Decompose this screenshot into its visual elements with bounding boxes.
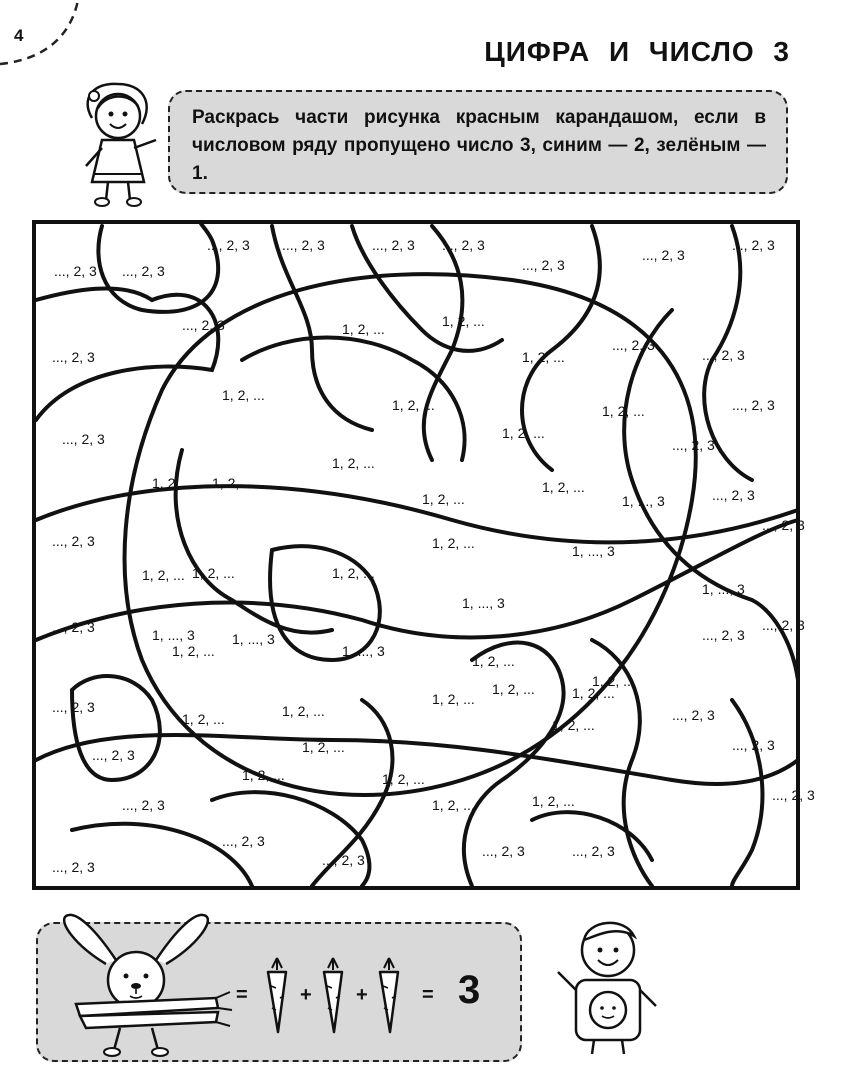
puzzle-label: ..., 2, 3 [52,859,95,875]
puzzle-label: ..., 2, 3 [712,487,755,503]
boy-illustration [548,910,668,1060]
puzzle-label: ..., 2, 3 [762,617,805,633]
puzzle-label: 1, 2, ... [472,653,515,669]
puzzle-label: ..., 2, 3 [122,263,165,279]
puzzle-label: ..., 2, 3 [442,237,485,253]
instruction-text: Раскрась части рисунка красным карандашом, если в числовом ряду пропущено число 3, синим — 2, зелёным — 1. [192,107,766,184]
puzzle-label: 1, 2, ... [592,673,635,689]
color-by-number-puzzle [32,220,815,890]
plus-sign: + [356,984,368,1006]
puzzle-label: 1, 2, ... [392,397,435,413]
puzzle-label: 1, 2, ... [502,425,545,441]
puzzle-label: 1, 2, ... [382,771,425,787]
puzzle-label: 1, 2, ... [432,535,475,551]
puzzle-label: 1, 2, ... [302,739,345,755]
puzzle-label: 1, 2, ... [442,313,485,329]
puzzle-label: ..., 2, 3 [222,833,265,849]
puzzle-label: ..., 2, 3 [522,257,565,273]
plus-sign: + [300,984,312,1006]
bunny-with-carrots-illustration [46,900,236,1060]
puzzle-label: 1, 2, ... [332,565,375,581]
carrot-icon [316,958,350,1034]
puzzle-label: 1, ..., 3 [572,543,615,559]
puzzle-label: ..., 2, 3 [52,619,95,635]
puzzle-label: ..., 2, 3 [92,747,135,763]
puzzle-label: 1, 2, ... [552,717,595,733]
girl-illustration [72,78,164,208]
puzzle-label: 1, ..., 3 [152,627,195,643]
puzzle-label: 1, ..., 3 [462,595,505,611]
puzzle-label: ..., 2, 3 [762,517,805,533]
puzzle-label: 1, 2, ... [532,793,575,809]
puzzle-label: ..., 2, 3 [642,247,685,263]
puzzle-label: ..., 2, 3 [672,707,715,723]
puzzle-label: 1, 2, ... [212,475,255,491]
puzzle-label: ..., 2, 3 [672,437,715,453]
puzzle-label: ..., 2, 3 [122,797,165,813]
puzzle-label: ..., 2, 3 [52,349,95,365]
puzzle-label: ..., 2, 3 [282,237,325,253]
puzzle-label: 1, 2, ... [282,703,325,719]
puzzle-label: 1, 2, ... [492,681,535,697]
puzzle-label: ..., 2, 3 [702,627,745,643]
puzzle-label: ..., 2, 3 [612,337,655,353]
puzzle-label: 1, 2, ... [342,321,385,337]
puzzle-label: ..., 2, 3 [732,737,775,753]
puzzle-label: 1, 2, ... [182,711,225,727]
puzzle-label: 1, 2, ... [432,797,475,813]
puzzle-label: ..., 2, 3 [52,699,95,715]
puzzle-label: 1, ..., 3 [232,631,275,647]
equals-sign: = [236,984,248,1006]
page-number: 4 [14,26,24,45]
puzzle-label: 1, 2, ... [542,479,585,495]
puzzle-label: 1, 2, ... [432,691,475,707]
puzzle-label: 1, ..., 3 [342,643,385,659]
equals-sign: = [422,984,434,1006]
page-title: ЦИФРА И ЧИСЛО 3 [484,36,790,67]
puzzle-label: ..., 2, 3 [182,317,225,333]
puzzle-label: ..., 2, 3 [62,431,105,447]
carrot-icon [372,958,406,1034]
puzzle-label: ..., 2, 3 [54,263,97,279]
puzzle-label: ..., 2, 3 [732,237,775,253]
puzzle-label: 1, 2, ... [242,767,285,783]
puzzle-label: 1, ..., 3 [702,581,745,597]
puzzle-label: 1, 2, ... [222,387,265,403]
puzzle-label: 1, 2, ... [522,349,565,365]
puzzle-label: ..., 2, 3 [322,852,365,868]
puzzle-label: ..., 2, 3 [207,237,250,253]
puzzle-label: ..., 2, 3 [572,843,615,859]
puzzle-label: 1, ..., 3 [622,493,665,509]
puzzle-label: 1, 2, ... [332,455,375,471]
instruction-box [168,90,788,194]
carrot-icon [260,958,294,1034]
puzzle-label: 1, 2, ... [572,685,615,701]
puzzle-label: 1, 2, ... [602,403,645,419]
puzzle-label: 1, 2, ... [172,643,215,659]
puzzle-label: ..., 2, 3 [372,237,415,253]
puzzle-label: 1, 2, ... [192,565,235,581]
puzzle-label: 1, 2, ... [152,475,195,491]
puzzle-label: ..., 2, 3 [772,787,815,803]
result-number: 3 [458,968,481,1012]
puzzle-label: ..., 2, 3 [702,347,745,363]
puzzle-label: ..., 2, 3 [482,843,525,859]
puzzle-label: 1, 2, ... [422,491,465,507]
puzzle-label: ..., 2, 3 [732,397,775,413]
puzzle-label: ..., 2, 3 [52,533,95,549]
puzzle-label: 1, 2, ... [142,567,185,583]
equation-box [36,922,522,1062]
